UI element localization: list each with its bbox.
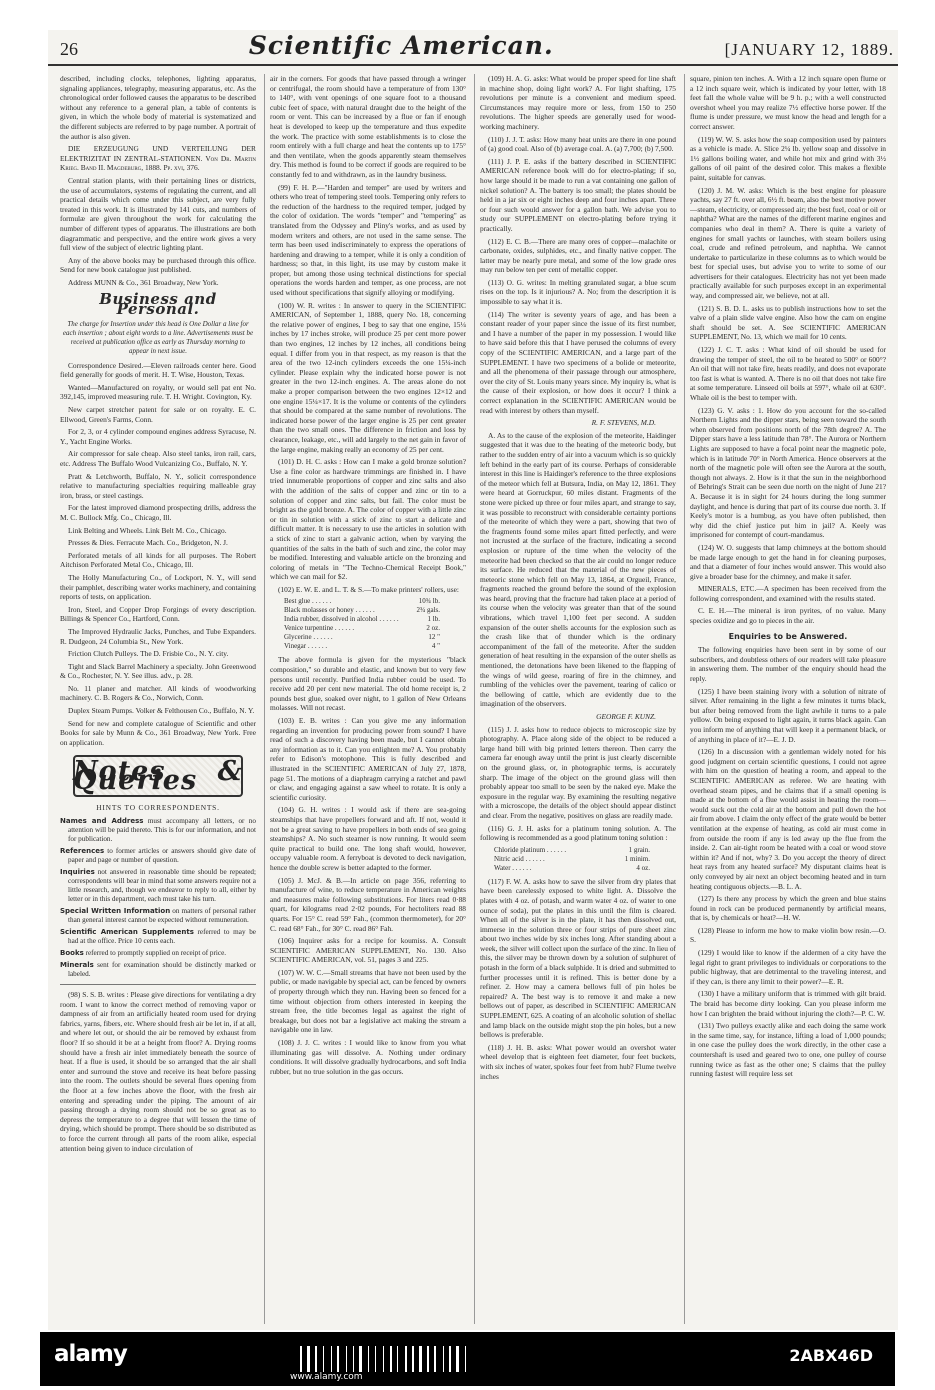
query-124: (124) W. O. suggests that lamp chimneys at the bottom should be made large enough to get the hand in for cleaning purposes, and that a diameter of four inches would answer. This would also give a broader base for the chimney, and make it safer. (690, 542, 886, 581)
hint-text: referred to may be had at the office. Price 10 cents each. (68, 928, 256, 946)
business-ad: Link Belting and Wheels. Link Belt M. Co., Chicago. (68, 525, 227, 535)
barcode-stripe (443, 1346, 444, 1372)
barcode-stripe (449, 1346, 451, 1372)
business-ad: For the latest improved diamond prospecting drills, address the M. C. Bullock Mfg. Co., Chicago, Ill. (60, 503, 256, 522)
column-rule (264, 74, 265, 1324)
barcode-stripe (353, 1346, 354, 1372)
barcode-stripe (397, 1346, 398, 1372)
ads-list (60, 361, 256, 748)
query-128: (128) Please to inform me how to make violin bow resin.—O. S. (690, 925, 886, 945)
book-title: DIE ERZEUGUNG UND VERTEILUNG DER ELEKTRIZITAT IN ZENTRAL-STATIONEN. Von Dr. Martin Krieg. Band II. Magdeburg, 1888. Pp. xvi, 376. (60, 144, 256, 173)
query-109: (109) H. A. G. asks: What would be proper speed for line shaft in machine shop, doing light work? A. For light shafting, 175 revolutions per minute is a convenient and medium speed. Circumstances may require more or less, from 150 to 250 revolutions. The higher speeds are generally used for wood-working machinery. (480, 74, 676, 131)
query-126: (126) In a discussion with a gentleman widely noted for his good judgment on certain scientific questions, I could not agree with him on the question of heating a room, and appeal to the SCIENTIFIC AMERICAN as referee. We are heating with overhead steam pipes, and he claims that if a small opening is made at the bottom of a flue would assist in heating the room—would suck out the cold air at the bottom and pull down the hot air from above. I claim the only effect of the grate would be better ventilation at the expense of heating, as cold air must come in from outside the room if any is led away up the flue from the inside. 2. Can air-tight room be heated with a coal or wood stove within it? And if not, why? 3. Do you accept the theory of direct heat rays from any heated surface? My disputant claims heat is only conveyed by air next an object becoming heated and in turn heating contiguous objects.—B. L. A. (690, 747, 886, 891)
query-125: (125) I have been staining ivory with a solution of nitrate of silver. After remaining in the light a few minutes it turns black, but after being removed from the light awhile it turns to a pale yellow. On being exposed to light again, it turns black again. Can you inform me of anything that will keep it a permanent black, or of anything in place of it?—E. J. D. (690, 686, 886, 744)
quantity: 12 " (428, 633, 440, 642)
query-104: (104) G. H. writes : I would ask if there are sea-going steamships that have propellers forward and aft. If not, would it not be a great saving to have propellers in both ends of sea going steamships? A. No such steamer is now running. It would seem quite practical to build one. The long shaft would, however, occupy valuable room. A ferryboat is devoted to deck navigation, hence the double screw is better adapted to the former. (270, 805, 466, 872)
business-ad: Iron, Steel, and Copper Drop Forgings of every description. Billings & Spencer Co., Hartford, Conn. (60, 604, 256, 624)
query-106: (106) Inquirer asks for a recipe for koumiss. A. Consult SCIENTIFIC AMERICAN SUPPLEMENT, No. 130. Also SCIENTIFIC AMERICAN, vol. 51, pages 3 and 225. (270, 936, 466, 965)
query-121: (121) S. B. D. L. asks us to publish instructions how to set the valve of a plain slide valve engine. Also how the cam on engine shaft should be set. A. See SCIENTIFIC AMERICAN SUPPLEMENT, No. 13, which we mail for 10 cents. (690, 303, 886, 342)
query-103: (103) E. B. writes : Can you give me any information regarding an invention for producing power from sound? I have read of such a discovery having been made, but I cannot obtain any information as to it. Can you enlighten me? A. You probably refer to Edison's motophone. This is fully described and illustrated in the SCIENTIFIC AMERICAN of July 27, 1878, page 51. The motions of a diaphragm carrying a ratchet and pawl or claw, and engaging against a saw wheel to rotate. It is only a scientific curiosity. (270, 716, 466, 802)
signature: GEORGE F. KUNZ. (596, 712, 656, 721)
hint-item (60, 949, 256, 958)
ingredient: Glycerine . . . . . . (284, 633, 333, 642)
text-columns (60, 74, 890, 1324)
recipe-row (494, 855, 676, 864)
ingredient: India rubber, dissolved in alcohol . . . . . . (284, 615, 399, 624)
roller-recipe (284, 597, 466, 651)
query-123: (123) G. V. asks : 1. How do you account for the so-called Northern Lights and the dipper stars, being seen toward the south when observed from positions north of the 78th degree? A. The Dipper stars have a less latitude than 78°. The Aurora or Northern Lights are supposed to have a focal point near the magnetic pole, which is in latitude 70° in North America. Hence observers at the north of the magnetic pole will often see the Aurora at the south, though not always. 2. How is it that the sun in the neighborhood of Behring's Strait can be seen due north on the night of June 21? A. Because it is in sight for 24 hours during the long summer daylight, and hence is during that part of its course due north. 3. If Keely's motor is a humbug, as you have often published, then why did the chief justice put him in jail? A. Keely was imprisoned for contempt of court-mandamus. (690, 405, 886, 540)
query-115: (115) J. J. asks how to reduce objects to microscopic size by photography. A. Place along side of the object to be reduced a large hand bill with big printed letters thereon. Then carry the camera far enough away until the print is just clearly discernible on the ground glass, or, in photographic terms, is accurately sharp. The image of the object on the ground glass will then probably appear too small to be seen by the naked eye. Make the exposure in the regular way. By examining the resulting negative with a microscope, the details of the object should appear distinct and clear. From the negative, positives on glass are readily made. (480, 724, 676, 820)
issue-date: [JANUARY 12, 1889. (724, 40, 894, 59)
notes-queries-banner (73, 755, 243, 797)
hints-list (60, 817, 256, 979)
query-127: (127) Is there any process by which the green and blue stains found in rock can be produced permanently by artificial means, that is, by chemicals or heat?—H. W. (690, 894, 886, 923)
hint-label: Scientific American Supplements (60, 928, 194, 937)
quantity: 1 lb. (427, 615, 440, 624)
query-110: (110) J. J. T. asks: How many heat units are there in one pound of (a) good coal. Also of (b) average coal. A. (a) 7,700; (b) 7,500. (480, 134, 676, 154)
query-119: (119) W. W. S. asks how the soap composition used by painters as a vehicle is made. A. Slice 2¼ lb. yellow soap and dissolve in 1½ gallons boiling water, and while hot mix and grind with 3½ gallons of oil paint of the desired color. This makes a flexible paint, suitable for canvas. (690, 134, 886, 182)
stock-watermark-bar (40, 1332, 895, 1386)
barcode-stripe (456, 1346, 459, 1372)
business-ad: Presses & Dies. Ferracute Mach. Co., Bridgeton, N. J. (68, 538, 228, 548)
hint-label: Minerals (60, 961, 94, 970)
quantity: 1 minim. (624, 854, 650, 863)
quantity: 2¾ gals. (416, 606, 440, 615)
hint-text: must accompany all letters, or no attention will be paid thereto. This is for our information, and not for publication. (68, 817, 256, 844)
query-102: (102) E. W. E. and L. T. & S.—To make printers' rollers, use: (278, 584, 459, 594)
recipe-row (284, 642, 466, 651)
quantity: 2 oz. (426, 624, 440, 633)
hint-text: referred to promptly supplied on receipt of price. (83, 949, 227, 958)
query-114-answer: A. As to the cause of the explosion of the meteorite, Haidinger suggested that it was due to the heating of the meteoric body, but rather to the sudden entry of air into a vacuum which is so quickly left behind in the early part of its course. Perhaps of considerable interest in this line is Haidinger's reference to the three explosions of the meteor which fell at Butsura, India, on May 12, 1861. They were heard at Gorruckpur, 60 miles distant. Fragments of the stone were picked up three or four miles apart, and strange to say, it was possible to reconstruct with considerable certainty portions of the meteorite of which they were a part, showing that two of the fragments found some miles apart fitted perfectly, and were not incrusted at the surface of the fracture, indicating a second explosion or rupture of the time when the velocity of the meteorite had been checked so that the air could no longer reduce its surface. He reduced that the material of the new pieces of meteoric stone which fell on May 13, 1864, at Orgueil, France, fragments reached the ground before the sound of the explosion was heard, proving that the fracture had taken place at a period of its course when the velocity was greater than that of the sound vibrations, which travel 1,100 feet per second. A sudden expansion of the outer shells accounts for the explosion such as the crash like that of thunder which is the ordinary accompaniment of the fall of the meteorite. After the sudden generation of heat resulting in the expansion of the outer shells as mentioned, the detonations have been likened to the flapping of the wings of wild geese, roaring of fire in the chimney, and rumbling of the vehicles over the pavement, tearing of calico or the bellowing of cattle, which are evidently due to the imagination of the observers. (480, 430, 676, 709)
business-ad: Send for new and complete catalogue of Scientific and other Books for sale by Munn & Co., 361 Broadway, New York. Free on application. (60, 718, 256, 747)
recipe-row (284, 606, 466, 615)
barcode-graphic (300, 1346, 520, 1372)
quantity: 4 " (431, 642, 440, 651)
business-ad: New carpet stretcher patent for sale or on royalty. E. C. Ellwood, Green's Farms, Conn. (60, 405, 256, 424)
column-2 (270, 74, 466, 1324)
enquiries-intro: The following enquiries have been sent in by some of our subscribers, and doubtless others of our readers will take pleasure in answering them. The number of the enquiry should head the reply. (690, 645, 886, 684)
business-ad: Duplex Steam Pumps. Volker & Felthousen Co., Buffalo, N. Y. (68, 706, 255, 716)
section-heading-business-personal: Business and Personal. (99, 290, 217, 319)
business-ad: The Holly Manufacturing Co., of Lockport, N. Y., will send their pamphlet, describing water works machinery, and containing reports of tests, on application. (60, 572, 256, 602)
query-111: (111) J. P. E. asks if the battery described in SCIENTIFIC AMERICAN reference book will do for electro-plating; if so, how large should it be made to run a vat containing one gallon of nickel solution? A. The battery is too small; the plates should be held in a jar six or eight inches deep and four inches apart. Three or four such would answer for a gallon bath. We advise you to study our SUPPLEMENT on electro-plating before trying it practically. (480, 156, 676, 233)
query-107: (107) W. W. C.—Small streams that have not been used by the public, or made navigable by special act, can be fenced by owners of property through which they run. Having been so fenced for a time without objection from others interested in keeping the stream free, the title becomes legal as against the right of breakage, but does not bar a legislative act making the stream a navigable one in law. (270, 967, 466, 1035)
hint-label: Names and Address (60, 817, 144, 826)
query-102-note: The above formula is given for the mysterious "black composition," so durable and elastic, and known but to very few persons until recently. Purified India rubber could be used. To receive add 20 per cent new material. The old home receipt is, 2 pounds best glue, soaked over night, to 1 gallon of New Orleans molasses. Will not recast. (270, 655, 466, 713)
query-114: (114) The writer is seventy years of age, and has been a constant reader of your paper since the issue of its first number, and I have a number of the paper in my possession. I would like to have said before this that I have perused the columns of every copy of the SCIENTIFIC AMERICAN, and a large part of the SUPPLEMENT. I have two specimens of a bolide or meteorite, and all the phenomena of their passage through our atmosphere, over the city of St. Louis many years since. My inquiry is, what is the cause of their explosion, or how does it occur? I think a correct explanation in the SCIENTIFIC AMERICAN would be read with interest by others than myself. (480, 309, 676, 415)
barcode-stripe (390, 1346, 392, 1372)
business-ad: Correspondence Desired.—Eleven railroads center here. Good field generally for goods of merit. H. T. Wise, Houston, Texas. (60, 360, 256, 380)
business-ad: Pratt & Letchworth, Buffalo, N. Y., solicit correspondence relative to manufacturing specialties requiring malleable gray iron, brass, or steel castings. (60, 471, 256, 500)
barcode-stripe (434, 1346, 436, 1372)
ingredient: Chloride platinum . . . . . . (494, 845, 567, 854)
ingredient: Nitric acid . . . . . . (494, 854, 545, 863)
signature: R. F. STEVENS, M.D. (591, 418, 656, 428)
barcode-stripe (383, 1346, 384, 1372)
business-ad: The Improved Hydraulic Jacks, Punches, and Tube Expanders. R. Dudgeon, 24 Columbia St., New York. (60, 626, 256, 646)
query-122: (122) J. C. T. asks : What kind of oil should be used for drawing the temper of steel, the oil to be heated to 500° or 600°? An oil that will not take fire, heats readily, and does not evaporate too fast is what is wanted. A. There is no oil that does not take fire at some temperature. Linseed oil boils at 597°, whale oil at 630°. Whale oil is the best to temper with. (690, 345, 886, 402)
hint-item (60, 907, 256, 925)
book-review-text: Central station plants, with their pertaining lines or districts, the use of accumulators, systems of regulating the current, and all practical details which come under this subject, are very fully treated in this work. It is illustrated by 141 cuts, and numbers of formulæ are given throughout the work for calculating the number of different types of apparatus. The illustrations are both diagrammatic and perspective, and the entire work gives a very full view of the subject of electric lighting plant. (60, 175, 256, 253)
hint-text: sent for examination should be distinctly marked or labeled. (68, 961, 256, 979)
business-ad: Air compressor for sale cheap. Also steel tanks, iron rail, cars, etc. Address The Buffalo Wood Vulcanizing Co., Buffalo, N. Y. (60, 449, 256, 468)
barcode-stripe (368, 1346, 369, 1372)
newspaper-page (48, 30, 898, 1330)
query-118-continued: square, pinion ten inches. A. With a 12 inch square open flume or a 12 inch square weir, which is indicated by your letter, with 18 feet fall the whole value will be 9 h. p.; with a well constructed overshot wheel you may realize 7½ effective horse power. If the flume is under pressure, we must know the head and length for a correct answer. (690, 74, 886, 131)
banner-title: Notes & Queries (73, 755, 243, 797)
barcode-stripe (359, 1346, 362, 1372)
barcode-stripe (331, 1346, 332, 1372)
watermark-domain: www.alamy.com (290, 1372, 363, 1382)
query-118: (118) J. H. B. asks: What power would an overshot water wheel develop that is eighteen feet diameter, four feet buckets, with six inches of water, spokes four feet from hub? Flume twelve inches (480, 1042, 676, 1081)
hint-text: on matters of personal rather than general interest cannot be expected without remuneration. (68, 907, 256, 925)
barcode-stripe (405, 1346, 407, 1372)
hint-label: Inquiries (60, 868, 95, 877)
query-131: (131) Two pulleys exactly alike and each doing the same work in the same time, say, for instance, lifting a load of 1,000 pounds; in one case the pulley does the work directly, in the other case a countershaft is used and geared two to one, one pulley of course running twice as fast as the other one; S claims that the pulley running fastest will require less set (690, 1021, 886, 1079)
query-113: (113) O. G. writes: In melting granulated sugar, a blue scum rises on the top. Is it injurious? A. No; from the description it is impossible to say what it is. (480, 277, 676, 307)
ingredient: Venice turpentine . . . . . . (284, 624, 355, 633)
query-105: (105) J. McJ. & B.—In article on page 356, referring to manufacture of wine, to reduce temperature in American weights and measures make following substitutions. For liters read 0·88 quart, for kilograms read 2·02 pounds, For hectoliters read 88 quarts. For 15° C. read 59° Fah., (common thermometer), for 20° C. read 68° Fah., for 30° C. read 86° Fah. (270, 875, 466, 933)
barcode-stripe (300, 1346, 302, 1372)
hint-item (60, 847, 256, 865)
hint-label: Special Written Information (60, 907, 171, 916)
query-120: (120) J. M. W. asks: Which is the best engine for pleasure yachts, say 27 ft. over all, 6½ ft. beam, also the best motive power—steam, electricity, or compressed air; the best fuel, coal or oil or naphtha? What are the names of the different marine engines and companies who deal in them? A. There is quite a variety of engines for small yachts or launches, with steam boilers using coal, crude and refined petroleum, and naphtha. We cannot undertake to particularize in these columns as to which would be best for special uses, but advise you to write to some of our advertisers for their catalogues. Electricity has not yet been made practically available for such purposes except in an experimental way, and compressed air, we believe, not at all. (690, 185, 886, 301)
barcode-stripe (412, 1346, 414, 1372)
business-ad: For 2, 3, or 4 cylinder compound engines address Syracuse, N. Y., Yacht Engine Works. (60, 427, 256, 446)
hint-item (60, 928, 256, 946)
hints-heading: HINTS TO CORRESPONDENTS. (96, 803, 220, 813)
publication-title: Scientific American. (248, 31, 554, 60)
query-117: (117) F. W. A. asks how to save the silver from dry plates that have been carelessly exposed to white light. A. Dissolve the plates with 4 oz. of potash, and warm water 4 oz. of water to one ounce of soda), put the plates in this until the film is cleared. When all of the silver is in the plate, it has then dissolved out, immerse in the solution three or four strips of pure sheet zinc about two inches wide by six inches long. After standing about a week, the silver will collect upon the surface of the zinc. In lieu of this, the silver may be thrown down by a solution of sulphuret of potash in the form of a black sulphide. It is dried and submitted to further processes until it is refined. This is better done by a refiner. 2. How may a camera bellows full of pin holes be repaired? A. The best way is to remove it and make a new bellows out of paper, as described in SCIENTIFIC AMERICAN SUPPLEMENT, 625. A coating of an alcoholic solution of shellac and lamp black on the outside might stop the pin holes, but a new bellows is preferable. (480, 876, 676, 1040)
enquiries-heading: Enquiries to be Answered. (728, 631, 848, 641)
barcode-stripe (323, 1346, 324, 1372)
query-129: (129) I would like to know if the aldermen of a city have the legal right to grant privileges to individuals or corporations to the public highway, that are detrimental to the traveling interest, and if they can, is there any limit to their power?—E. R. (690, 948, 886, 986)
ingredient: Best glue . . . . . . (284, 597, 332, 606)
business-ad: Friction Clutch Pulleys. The D. Frisbie Co., N. Y. city. (68, 649, 229, 659)
column-rule (684, 74, 685, 1324)
ingredient: Vinegar . . . . . . (284, 642, 328, 651)
alamy-logo: alamy (54, 1341, 127, 1367)
hint-text: to former articles or answers should give date of paper and page or number of question. (68, 847, 256, 865)
quantity: 10¾ lb. (418, 597, 440, 606)
barcode-stripe (375, 1346, 376, 1372)
recipe-row (494, 846, 676, 855)
business-ad: Tight and Slack Barrel Machinery a specialty. John Greenwood & Co., Rochester, N. Y. See illus. adv., p. 28. (60, 661, 256, 681)
hint-text: not answered in reasonable time should be repeated; correspondents will bear in mind that some answers require not a little research, and, though we endeavor to reply to all, either by letter or in this department, each must take his turn. (68, 868, 256, 904)
recipe-row (284, 633, 466, 642)
recipe-row (284, 597, 466, 606)
recipe-row (284, 624, 466, 633)
query-108: (108) J. J. C. writes : I would like to know from you what illuminating gas will dissolve. A. Nothing under ordinary conditions. It will dissolve gradually hydrocarbons, and soft India rubber, but no true solution in the gas occurs. (270, 1038, 466, 1076)
barcode-stripe (346, 1346, 347, 1372)
barcode-stripe (337, 1346, 339, 1372)
column-4 (690, 74, 886, 1324)
book-review-text: described, including clocks, telephones, lighting apparatus, signaling appliances, telegraphy, measuring apparatus, etc. As the chronological order followed causes the apparatus to be described without any reference to a general plan, a table of contents is given, in which the whole body of material is systematized and the different subjects are referred to by page number. A portrait of the author is also given. (60, 74, 256, 141)
quantity: 1 grain. (628, 845, 650, 854)
hint-item (60, 817, 256, 844)
ingredient: Water . . . . . . (494, 863, 532, 872)
toning-recipe (494, 846, 676, 873)
barcode-stripe (315, 1346, 317, 1372)
masthead (48, 30, 898, 66)
business-ad: Wanted—Manufactured on royalty, or would sell pat ent No. 392,145, improved measuring rule. T. H. Wright. Covington, Ky. (60, 382, 256, 402)
advertising-rate-note: The charge for Insertion under this head is One Dollar a line for each insertion ; about eight words to a line. Advertisements must be received at publication office as early as Thursday morning to appear in next issue. (62, 319, 254, 355)
hint-item (60, 868, 256, 904)
hint-item (60, 961, 256, 979)
hint-label: References (60, 847, 105, 856)
ingredient: Black molasses or honey . . . . . . (284, 606, 375, 615)
query-99: (99) F. H. P.—"Harden and temper" are used by writers and others who treat of tempering steel tools. Tempering only refers to the reduction of the hardness to the required temper, judged by the color of oxidation. The words "temper" and "tempering" as translated from the Odyssey and Pliny's works, and as used by modern writers and others, are not used in the same sense. The term has been used indiscriminately to express the operations of hardening and drawing to a temper, while it is only a condition of hardness; so that, in this light, its use may by custom make it proper, but among those using technical distinctions for special operations the words harden and temper, as one process, are not used without specifications that signify alloying or modifying. (270, 182, 466, 298)
minerals-heading: MINERALS, ETC.—A specimen has been received from the following correspondent, and examined with the results stated. (690, 584, 886, 603)
query-98: (98) S. S. B. writes : Please give directions for ventilating a dry room. I want to know the correct method of removing vapor or dampness of air from an artificially heated room used for drying fabrics, yarns, fibers, etc. Where should fresh air be let in, if at all, and where let out, or should the air be removed by exhaust from floor? If so should it be at a height from floor? A. Drying rooms should have a fresh air inlet immediately beneath the source of heat. If a flue is used, it should be so arranged that the air shall enter and surround the stove and receive its heat before passing into the room. The outlets should be several flues opening from the floor at a few inches above the floor, with the fresh air entering and spreading under the piping. The amount of air passing through a drying room should not be so great as to depress the temperature to a degree that will lessen the time of drying, which should be prompt. There should be so distributed as to force the current through all parts of the room alike, especial attention being given to induce circulation of (60, 990, 256, 1153)
business-ad: Perforated metals of all kinds for all purposes. The Robert Aitchison Perforated Metal Co., Chicago, Ill. (60, 550, 256, 570)
column-1 (60, 74, 256, 1324)
recipe-row (284, 615, 466, 624)
query-130: (130) I have a military uniform that is trimmed with gilt braid. The braid has become dirty looking. Can you please inform me how I can brighten the braid without injuring the cloth?—P. C. W. (690, 989, 886, 1018)
query-98-continued: air in the corners. For goods that have passed through a wringer or centrifugal, the room should have a temperature of from 130° to 140°, with vent openings of one square foot to a thousand cubic feet of space, with natural draught due to the height of the room or vent. This can be increased by a flue or fan if enough heat is developed to keep up the temperature and thus expedite the work. The practice with some establishments is to close the room entirely with a full charge and heat the contents up to 175° and then ventilate, when the goods apparently steam themselves dry. This method is found to be correct if goods are required to be constantly fed to and withdrawn, as in the laundry business. (270, 74, 466, 179)
query-100: (100) W. R. writes : In answer to query in the SCIENTIFIC AMERICAN, of September 1, 1888, query No. 18, concerning the relative power of engines, I beg to say that one engine, 15¼ inches by 17 inches stroke, will produce 25 per cent more power than two engines, 12 inches by 12 inches, all conditions being equal. I differ from you in that respect, as my reason is that the area of the two 12-inch cylinders exceeds the one 15¼-inch cylinder. Please explain why the indicated horse power is not greater in the two 12-inch engines. A. The areas alone do not make a proper comparison between the two engines 12×12 and one engine 15¼×17. It is the volume or contents of the cylinders that should be compared at the same number of revolutions. The indicated horse power of the larger engine is 25 per cent greater than the two small ones. The difference in friction and loss by clearance, leakage, etc., will add largely to the net gain in favor of the large engine, making really an economy of 25 per cent. (270, 300, 466, 454)
column-rule (474, 74, 475, 1324)
query-112: (112) E. C. B.—There are many ores of copper—malachite or carbonate, oxides, sulphides, etc., and finally native copper. The latter may be nearly pure metal, and some of the low grade ores may run below ten per cent of metallic copper. (480, 236, 676, 275)
barcode-stripe (427, 1346, 429, 1372)
recipe-row (494, 864, 676, 873)
minerals-note: C. E. H.—The mineral is iron pyrites, of no value. Many species oxidize and go to pieces in the air. (690, 606, 886, 626)
query-116: (116) G. J. H. asks for a platinum toning solution. A. The following is recommended as a good platinum toning solution : (480, 823, 676, 843)
divider (60, 984, 256, 985)
purchase-note: Any of the above books may be purchased through this office. Send for new book catalogue just published. (60, 255, 256, 275)
barcode-stripe (465, 1346, 466, 1372)
business-ad: No. 11 planer and matcher. All kinds of woodworking machinery. C. B. Rogers & Co., Norwich, Conn. (60, 683, 256, 703)
barcode-stripe (307, 1346, 310, 1372)
query-101: (101) D. H. C. asks : How can I make a gold bronze solution? Use a fine color as hardware trimmings are finished in. I have tried innumerable proportions of copper and zinc salts and also with the addition of the salts of copper and zinc or tin to a solution of copper and zinc salts, but fail. The color must be bright as the gold bronze. A. The color of copper with a little zinc or tin in solution with a stick of zinc to start a delicate and difficult matter. It is necessary to use the articles in solution with a stick of zinc to start a galvanic action, when by varying the quantities of the salts in the bath of such and zinc, the color may be modified. Interesting and valuable article on the bronzing and coloring of metals in "The Techno-Chemical Receipt Book," which we can mail for $2. (270, 457, 466, 582)
quantity: 4 oz. (636, 863, 650, 872)
publisher-address: Address MUNN & Co., 361 Broadway, New York. (68, 277, 219, 287)
page-number: 26 (60, 39, 78, 59)
hint-label: Books (60, 949, 84, 958)
column-3 (480, 74, 676, 1324)
barcode-stripe (419, 1346, 422, 1372)
image-id: 2ABX46D (789, 1346, 873, 1365)
